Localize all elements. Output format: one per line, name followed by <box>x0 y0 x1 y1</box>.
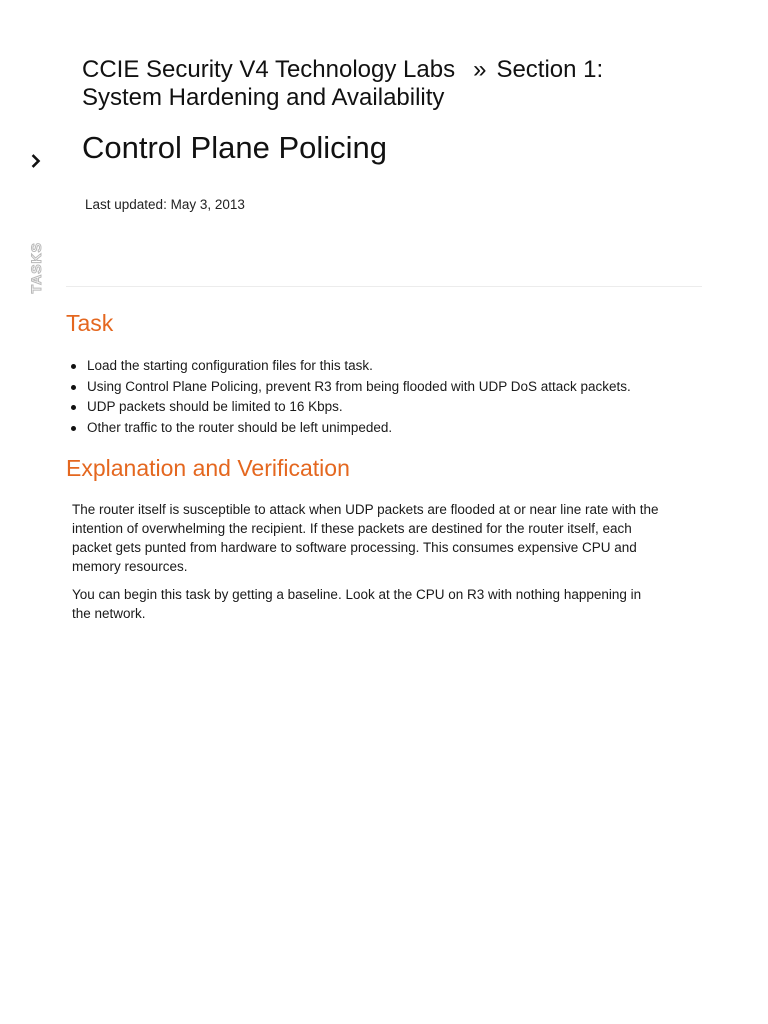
list-item: Load the starting configuration files for this task. <box>66 356 631 377</box>
explanation-paragraph: The router itself is susceptible to attack when UDP packets are flooded at or near line rate with the intention of overwhelming the recipient. If these packets are destined for the router itself, each packet gets punted from hardware to software processing. This consumes expensive CPU and memory resources. <box>72 502 659 574</box>
chevron-right-icon <box>31 154 41 168</box>
tasks-tab-label: TASKS <box>28 242 44 294</box>
breadcrumb-parent-link[interactable]: CCIE Security V4 Technology Labs <box>82 56 456 83</box>
list-item: Other traffic to the router should be left unimpeded. <box>66 418 631 439</box>
task-list <box>66 356 631 439</box>
breadcrumb-section-link-line2[interactable]: System Hardening and Availability <box>82 84 445 111</box>
divider <box>66 286 702 287</box>
breadcrumb-section-link[interactable]: Section 1: <box>496 56 604 83</box>
list-item: Using Control Plane Policing, prevent R3 from being flooded with UDP DoS attack packets. <box>66 377 631 398</box>
page-title: Control Plane Policing <box>82 130 388 165</box>
list-item: UDP packets should be limited to 16 Kbps. <box>66 397 631 418</box>
explanation-heading: Explanation and Verification <box>66 455 350 481</box>
breadcrumb-separator: » <box>473 56 487 83</box>
task-heading: Task <box>66 310 114 336</box>
sidebar-toggle-button[interactable] <box>29 150 43 172</box>
last-updated: Last updated: May 3, 2013 <box>85 197 245 212</box>
breadcrumb <box>82 56 682 112</box>
explanation-paragraph: You can begin this task by getting a baseline. Look at the CPU on R3 with nothing happening in the network. <box>72 587 642 621</box>
